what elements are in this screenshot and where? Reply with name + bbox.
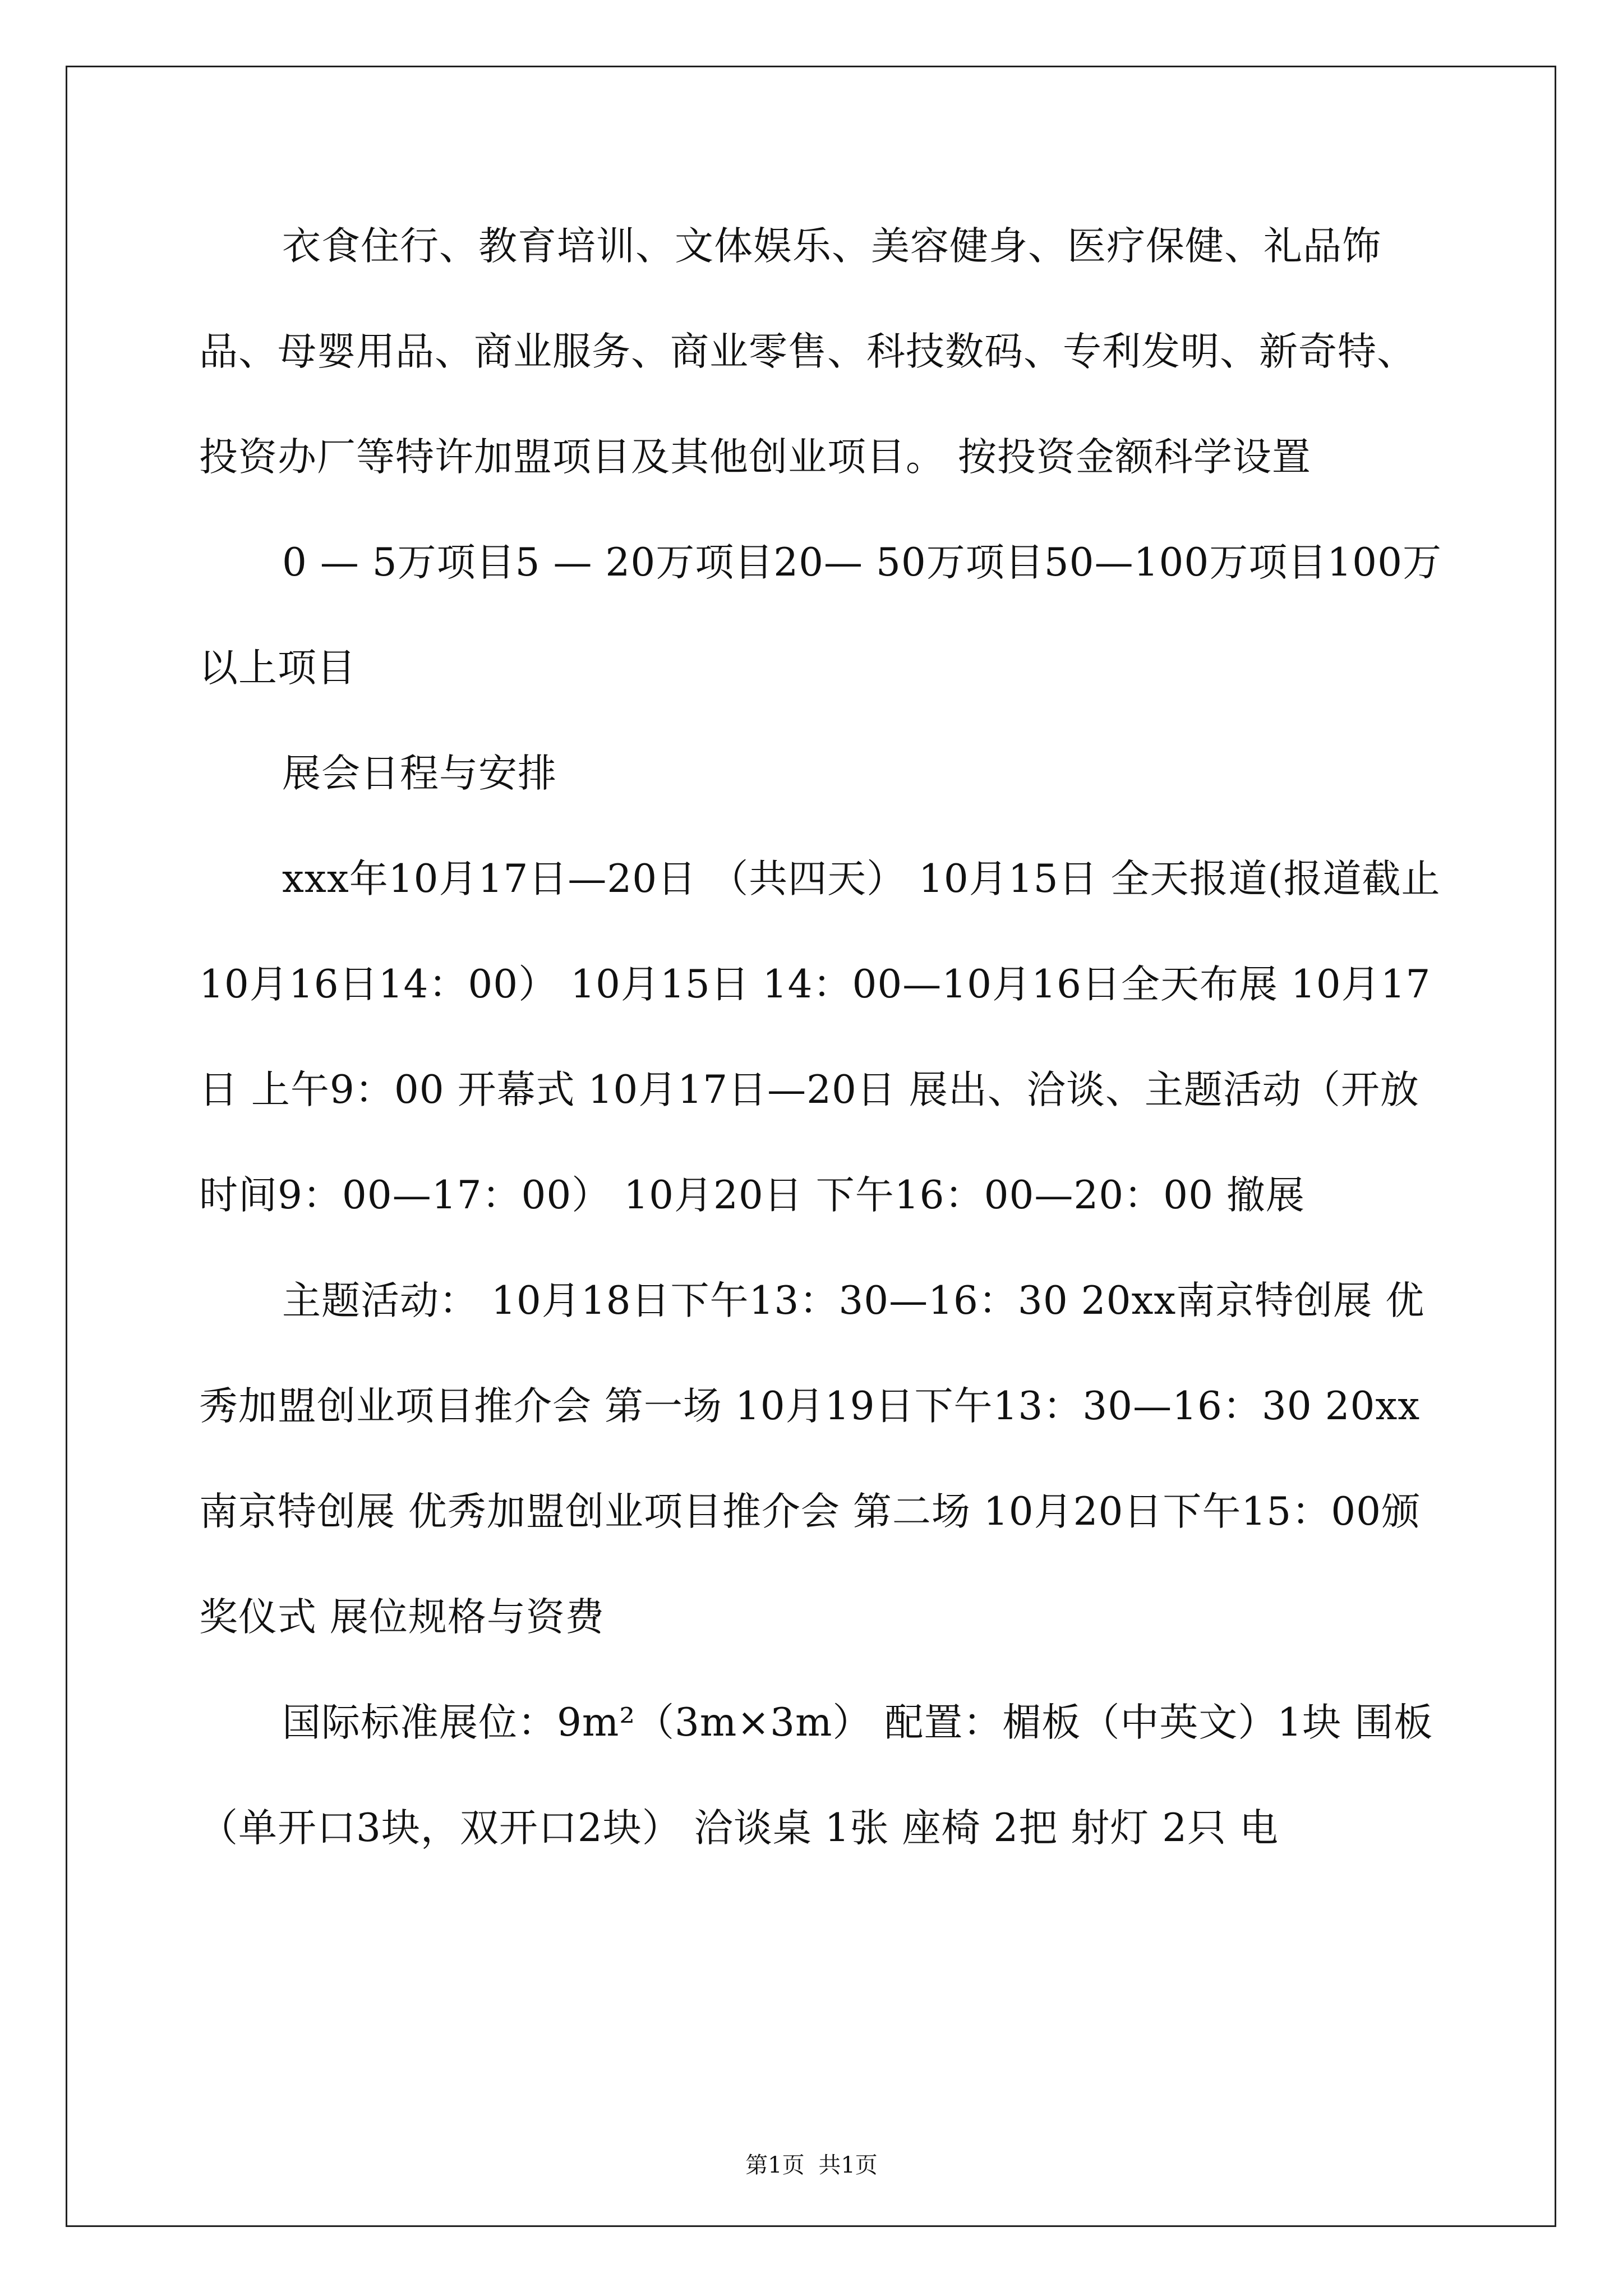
page-number: 第1页 [745, 2152, 805, 2178]
paragraph-investment-tiers: 0 — 5万项目5 — 20万项目20— 50万项目50—100万项目100万以上项目 [199, 540, 1442, 691]
paragraph-schedule: xxx年10月17日—20日 （共四天） 10月15日 全天报道(报道截止10月16日14：00） 10月15日 14：00—10月16日全天布展 10月17日 上午9：00 开幕式 10月17日—20日 展出、洽谈、主题活动（开放时间9：00—17：00） 10月20日 下午16：00—20：00 撤展 [199, 857, 1441, 1218]
paragraph-booth-spec: 国际标准展位：9m²（3m×3m） 配置：楣板（中英文）1块 围板（单开口3块，双开口2块） 洽谈桌 1张 座椅 2把 射灯 2只 电 [199, 1700, 1433, 1851]
page-footer [0, 2150, 1623, 2181]
paragraph-schedule-heading: 展会日程与安排 [282, 751, 557, 796]
paragraph-industries: 衣食住行、教育培训、文体娱乐、美容健身、医疗保健、礼品饰品、母婴用品、商业服务、商业零售、科技数码、专利发明、新奇特、投资办厂等特许加盟项目及其他创业项目。 按投资金额科学设置 [199, 224, 1416, 480]
paragraph-theme-activities: 主题活动： 10月18日下午13：30—16：30 20xx南京特创展 优秀加盟创业项目推介会 第一场 10月19日下午13：30—16：30 20xx南京特创展 优秀加盟创业项目推介会 第二场 10月20日下午15：00颁奖仪式 展位规格与资费 [199, 1278, 1425, 1640]
document-body [199, 194, 1450, 1881]
page-total: 共1页 [818, 2152, 878, 2178]
